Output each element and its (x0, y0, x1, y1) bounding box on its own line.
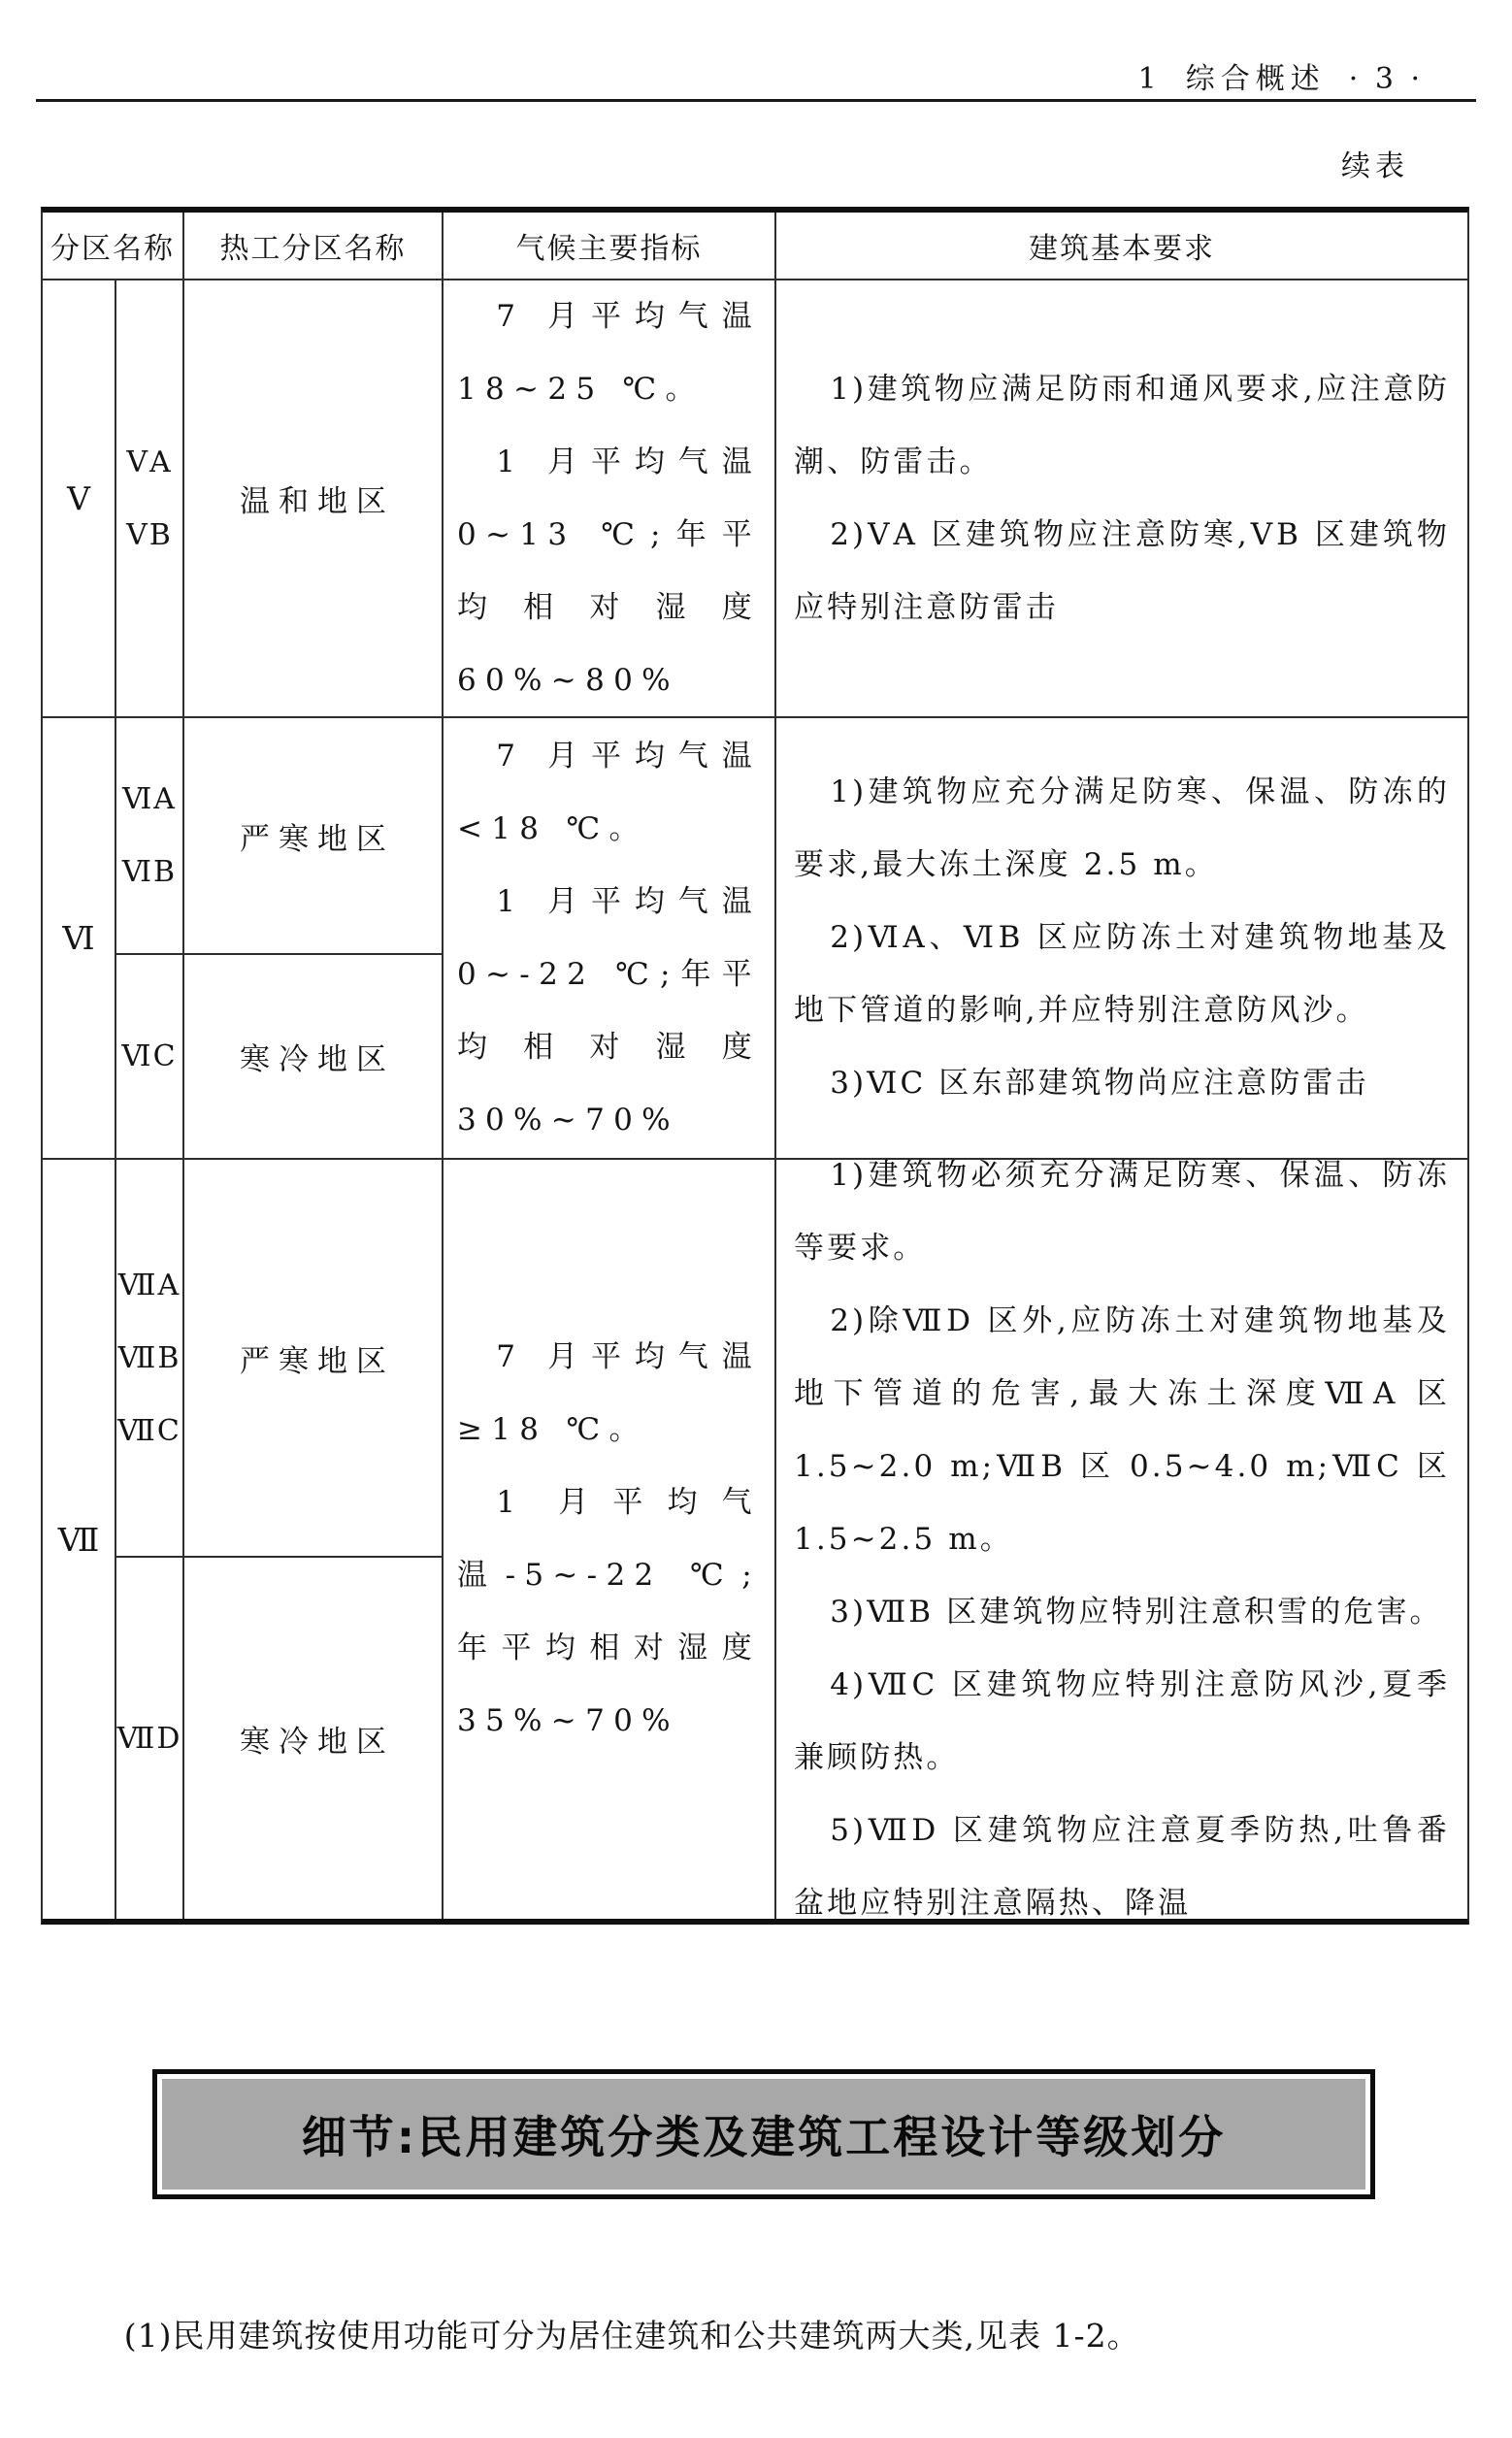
requirement-item: 5)ⅦD 区建筑物应注意夏季防热,吐鲁番盆地应特别注意隔热、降温 (794, 1812, 1450, 1921)
chapter-title: 综合概述 (1185, 62, 1326, 96)
climate-indicator: 7 月平均气温 18~25 ℃。 (457, 298, 761, 407)
column-header-climate-indicators: 气候主要指标 (444, 213, 776, 280)
zone-code: ⅦB (117, 1340, 181, 1375)
requirement-item: 1)建筑物应充分满足防寒、保温、防冻的要求,最大冻土深度 2.5 m。 (794, 774, 1450, 882)
climate-indicator: 1 月平均气温-5~-22 ℃;年平均相对湿度 35%~70% (457, 1485, 761, 1738)
requirement-item: 1)建筑物应满足防雨和通风要求,应注意防潮、防雷击。 (794, 371, 1450, 479)
requirement-item: 2)除ⅦD 区外,应防冻土对建筑物地基及地下管道的危害,最大冻土深度ⅦA 区 1.5~2.0 m;ⅦB 区 0.5~4.0 m;ⅦC 区 1.5~2.5 m。 (794, 1302, 1450, 1557)
climate-indicator: 1 月平均气温 0~-22 ℃;年平均相对湿度 30%~70% (457, 883, 761, 1137)
table-continued-label: 续表 (1341, 149, 1409, 183)
climate-indicators-cell (444, 280, 776, 718)
climate-indicator: 7 月平均气温≥18 ℃。 (457, 1339, 761, 1447)
requirement-item: 1)建筑物必须充分满足防寒、保温、防冻等要求。 (794, 1157, 1450, 1266)
zone-code: ⅦD (116, 1721, 182, 1756)
zone-codes (116, 1558, 184, 1919)
thermal-zone-name: 寒冷地区 (184, 1558, 444, 1919)
zone-code: ⅦC (117, 1413, 181, 1448)
zone-label: Ⅶ (43, 1160, 116, 1919)
zone-code: ⅥB (121, 855, 178, 889)
column-header-zone-name: 分区名称 (43, 213, 184, 280)
zone-code: ⅤA (126, 445, 173, 479)
zone-code: ⅦA (117, 1268, 181, 1302)
climate-indicator: 7 月平均气温<18 ℃。 (457, 738, 761, 846)
zone-codes (116, 955, 184, 1160)
zone-codes (116, 1160, 184, 1558)
building-requirements-cell (776, 280, 1467, 718)
header-rule (36, 99, 1476, 102)
building-requirements-cell (776, 718, 1467, 1160)
requirement-item: 4)ⅦC 区建筑物应特别注意防风沙,夏季兼顾防热。 (794, 1666, 1450, 1775)
climate-indicators-cell (444, 1160, 776, 1919)
zone-code: ⅥC (121, 1039, 178, 1073)
zone-label: Ⅴ (43, 280, 116, 718)
thermal-zone-name: 温和地区 (184, 280, 444, 718)
building-requirements-cell (776, 1157, 1467, 1921)
page-number: · 3 · (1348, 62, 1424, 96)
zone-code: ⅤB (126, 517, 173, 552)
thermal-zone-name: 严寒地区 (184, 718, 444, 955)
requirement-item: 2)ⅤA 区建筑物应注意防寒,ⅤB 区建筑物应特别注意防雷击 (794, 516, 1450, 625)
chapter-number: 1 (1137, 62, 1157, 96)
running-head (1138, 54, 1424, 97)
zone-label: Ⅵ (43, 718, 116, 1160)
column-header-thermal-zone: 热工分区名称 (184, 213, 444, 280)
zone-codes (116, 280, 184, 718)
zone-codes (116, 718, 184, 955)
requirement-item: 2)ⅥA、ⅥB 区应防冻土对建筑物地基及地下管道的影响,并应特别注意防风沙。 (794, 920, 1450, 1028)
thermal-zone-name: 严寒地区 (184, 1160, 444, 1558)
requirement-item: 3)ⅥC 区东部建筑物尚应注意防雷击 (830, 1066, 1369, 1101)
section-banner-title: 细节:民用建筑分类及建筑工程设计等级划分 (162, 2079, 1365, 2190)
requirement-item: 3)ⅦB 区建筑物应特别注意积雪的危害。 (830, 1594, 1443, 1630)
climate-indicator: 1 月平均气温 0~13 ℃;年平均相对湿度 60%~80% (457, 444, 761, 698)
zone-code: ⅥA (122, 782, 177, 816)
climate-indicators-cell (444, 718, 776, 1160)
section-banner (152, 2069, 1375, 2199)
column-header-building-requirements: 建筑基本要求 (776, 213, 1467, 280)
climate-zone-table (41, 207, 1469, 1925)
intro-paragraph: (1)民用建筑按使用功能可分为居住建筑和公共建筑两大类,见表 1-2。 (123, 2317, 1140, 2355)
thermal-zone-name: 寒冷地区 (184, 955, 444, 1160)
